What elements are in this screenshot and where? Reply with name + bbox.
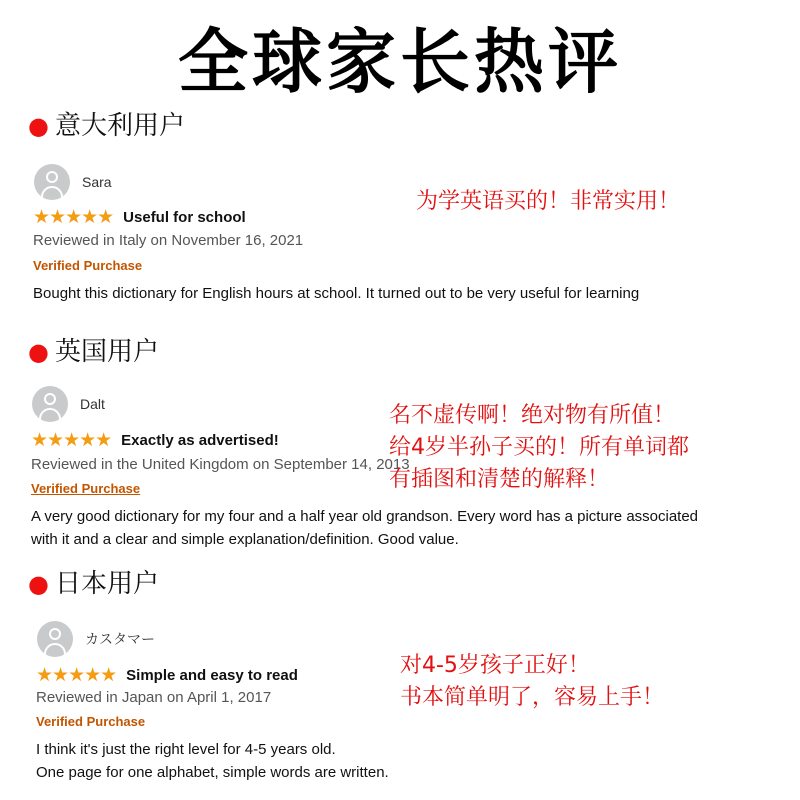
page-title: 全球家长热评 xyxy=(178,21,622,103)
rating-row xyxy=(31,430,279,450)
review-text-line: A very good dictionary for my four and a half year old grandson. Every word has a picture associated xyxy=(31,508,699,525)
verified-purchase-badge: Verified Purchase xyxy=(33,258,143,273)
reviewer-name: Sara xyxy=(82,174,112,190)
reviewer xyxy=(34,164,112,200)
star-rating: ★★★★★ xyxy=(33,206,114,228)
reviewer-name: Dalt xyxy=(80,396,105,412)
verified-purchase-badge: Verified Purchase xyxy=(36,714,146,729)
star-rating: ★★★★★ xyxy=(36,664,117,686)
section-label-japan: ● 日本用户 xyxy=(28,569,159,599)
annotation-line: 名不虚传啊！绝对物有所值！ xyxy=(389,403,676,428)
annotation-line: 为学英语买的！非常实用！ xyxy=(416,189,681,214)
annotation xyxy=(416,186,680,218)
annotation-line: 书本简单明了，容易上手！ xyxy=(400,685,665,710)
review-text xyxy=(36,738,389,784)
review-title[interactable]: Simple and easy to read xyxy=(126,666,298,684)
annotation-line: 有插图和清楚的解释！ xyxy=(389,467,610,492)
reviewer-name: カスタマー xyxy=(85,631,155,647)
review-title[interactable]: Exactly as advertised! xyxy=(121,431,279,449)
rating-row xyxy=(36,665,298,685)
user-avatar-icon xyxy=(37,621,73,657)
bullet-icon: ● xyxy=(28,112,49,140)
reviewer xyxy=(37,621,155,657)
user-avatar-icon xyxy=(34,164,70,200)
user-avatar-icon xyxy=(32,386,68,422)
annotation-line: 给4岁半孙子买的！所有单词都 xyxy=(389,435,689,460)
review-text-line: I think it's just the right level for 4-5 years old. xyxy=(36,741,336,758)
reviewed-in: Reviewed in Japan on April 1, 2017 xyxy=(36,689,272,706)
review-text xyxy=(31,505,698,551)
review-title[interactable]: Useful for school xyxy=(123,208,246,226)
review-text-line: with it and a clear and simple explanation/definition. Good value. xyxy=(31,531,459,548)
section-label-uk: ● 英国用户 xyxy=(28,337,159,367)
review-text xyxy=(33,282,639,305)
star-rating: ★★★★★ xyxy=(31,429,112,451)
verified-purchase-badge[interactable]: Verified Purchase xyxy=(31,481,141,496)
bullet-icon: ● xyxy=(28,570,49,598)
review-text-line: One page for one alphabet, simple words are written. xyxy=(36,764,389,781)
rating-row xyxy=(33,207,246,227)
annotation xyxy=(400,650,664,714)
review-text-line: Bought this dictionary for English hours at school. It turned out to be very useful for learning xyxy=(33,285,640,302)
reviewed-in: Reviewed in Italy on November 16, 2021 xyxy=(33,232,304,249)
annotation xyxy=(389,400,689,496)
bullet-icon: ● xyxy=(28,338,49,366)
reviewer xyxy=(32,386,105,422)
reviewed-in: Reviewed in the United Kingdom on September 14, 2013 xyxy=(31,456,410,473)
annotation-line: 对4-5岁孩子正好！ xyxy=(400,653,590,678)
section-label-italy: ● 意大利用户 xyxy=(28,111,185,141)
